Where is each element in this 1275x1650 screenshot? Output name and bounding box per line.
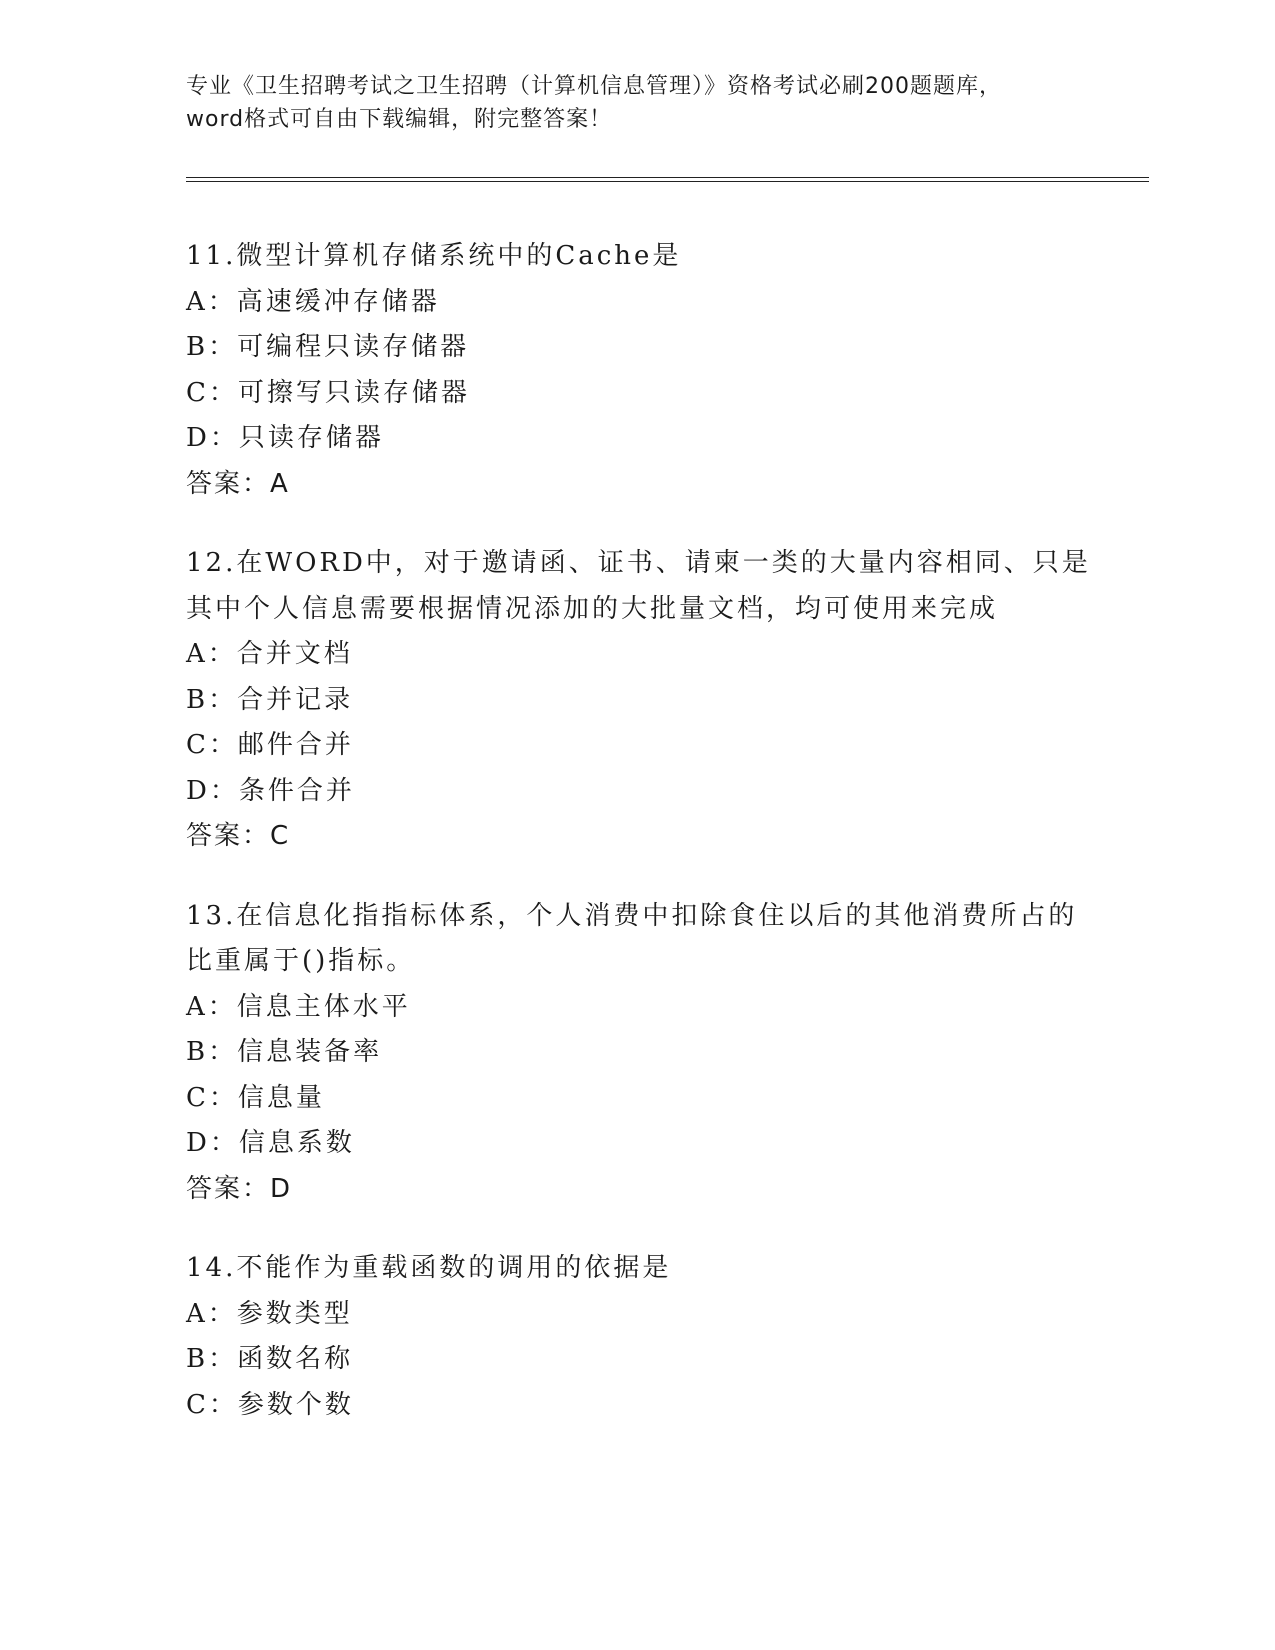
option-a: A：合并文档: [186, 639, 353, 669]
option-b: B：函数名称: [186, 1344, 354, 1374]
header-line-1: 专业《卫生招聘考试之卫生招聘（计算机信息管理）》资格考试必刷200题题库，: [186, 74, 1002, 99]
option-a: A：信息主体水平: [186, 991, 411, 1022]
document-header: [186, 70, 1086, 136]
question-list: [186, 234, 1091, 1462]
option-a: A：高速缓冲存储器: [186, 286, 440, 317]
answer: 答案：C: [186, 821, 291, 851]
option-b: B：可编程只读存储器: [186, 332, 470, 362]
question-11: [186, 234, 1086, 507]
option-c: C：参数个数: [186, 1389, 354, 1420]
answer: 答案：A: [186, 468, 290, 499]
option-b: B：信息装备率: [186, 1037, 383, 1067]
question-12: [186, 541, 1091, 860]
question-stem: 13.在信息化指指标体系，个人消费中扣除食住以后的其他消费所占的: [186, 900, 1078, 931]
header-divider: [186, 177, 1149, 182]
option-b: B：合并记录: [186, 684, 354, 715]
option-a: A：参数类型: [186, 1298, 353, 1329]
question-14: [186, 1246, 1086, 1428]
header-line-2: word格式可自由下载编辑，附完整答案！: [186, 107, 613, 132]
question-stem: 12.在WORD中，对于邀请函、证书、请柬一类的大量内容相同、只是: [186, 548, 1091, 578]
option-c: C：可擦写只读存储器: [186, 377, 470, 408]
option-d: D：只读存储器: [186, 423, 384, 453]
answer: 答案：D: [186, 1173, 293, 1204]
question-stem: 11.微型计算机存储系统中的Cache是: [186, 241, 682, 271]
question-stem-continued: 其中个人信息需要根据情况添加的大批量文档，均可使用来完成: [186, 593, 999, 624]
option-d: D：条件合并: [186, 775, 355, 806]
option-c: C：信息量: [186, 1082, 325, 1113]
question-13: [186, 894, 1086, 1213]
option-d: D：信息系数: [186, 1128, 355, 1158]
question-stem-continued: 比重属于()指标。: [186, 946, 416, 976]
option-c: C：邮件合并: [186, 730, 354, 760]
question-stem: 14.不能作为重载函数的调用的依据是: [186, 1253, 672, 1283]
